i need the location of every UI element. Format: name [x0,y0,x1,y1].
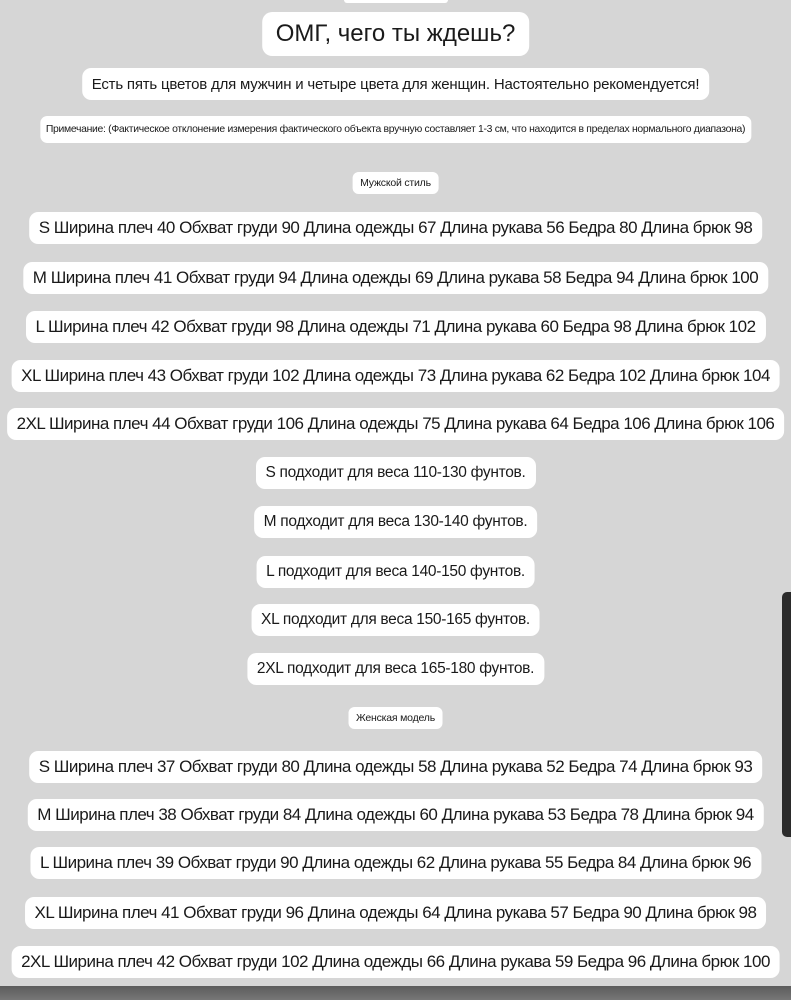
bottom-edge-strip [0,986,791,1000]
women-size-row-l: L Ширина плеч 39 Обхват груди 90 Длина одежды 62 Длина рукава 55 Бедра 84 Длина брюк 96 [30,847,761,879]
women-section-heading: Женская модель [348,707,443,729]
page-title: ОМГ, чего ты ждешь? [262,12,530,56]
women-size-row-s: S Ширина плеч 37 Обхват груди 80 Длина одежды 58 Длина рукава 52 Бедра 74 Длина брюк 93 [29,751,763,783]
women-size-row-m: M Ширина плеч 38 Обхват груди 84 Длина одежды 60 Длина рукава 53 Бедра 78 Длина брюк 94 [27,799,763,831]
men-weight-l: L подходит для веса 140-150 фунтов. [256,556,535,588]
scrollbar-handle[interactable] [782,592,791,837]
men-size-row-l: L Ширина плеч 42 Обхват груди 98 Длина одежды 71 Длина рукава 60 Бедра 98 Длина брюк 102 [25,311,765,343]
men-weight-m: M подходит для веса 130-140 фунтов. [254,506,538,538]
men-weight-xl: XL подходит для веса 150-165 фунтов. [251,604,540,636]
men-weight-s: S подходит для веса 110-130 фунтов. [256,457,536,489]
women-size-row-xl: XL Ширина плеч 41 Обхват груди 96 Длина одежды 64 Длина рукава 57 Бедра 90 Длина брюк 98 [25,897,767,929]
women-size-row-2xl: 2XL Ширина плеч 42 Обхват груди 102 Длина одежды 66 Длина рукава 59 Бедра 96 Длина брюк 100 [11,946,780,978]
men-section-heading: Мужской стиль [352,172,439,194]
men-size-row-xl: XL Ширина плеч 43 Обхват груди 102 Длина одежды 73 Длина рукава 62 Бедра 102 Длина брюк 104 [11,360,780,392]
previous-pill-edge [344,0,448,3]
measurement-note: Примечание: (Фактическое отклонение измерения фактического объекта вручную составляет 1-3 см, что находится в пределах нормального диапазона) [40,116,751,143]
men-size-row-s: S Ширина плеч 40 Обхват груди 90 Длина одежды 67 Длина рукава 56 Бедра 80 Длина брюк 98 [29,212,763,244]
men-size-row-2xl: 2XL Ширина плеч 44 Обхват груди 106 Длина одежды 75 Длина рукава 64 Бедра 106 Длина брюк 106 [7,408,785,440]
men-weight-2xl: 2XL подходит для веса 165-180 фунтов. [247,653,544,685]
men-size-row-m: M Ширина плеч 41 Обхват груди 94 Длина одежды 69 Длина рукава 58 Бедра 94 Длина брюк 100 [23,262,768,294]
color-options-text: Есть пять цветов для мужчин и четыре цвета для женщин. Настоятельно рекомендуется! [82,68,710,100]
